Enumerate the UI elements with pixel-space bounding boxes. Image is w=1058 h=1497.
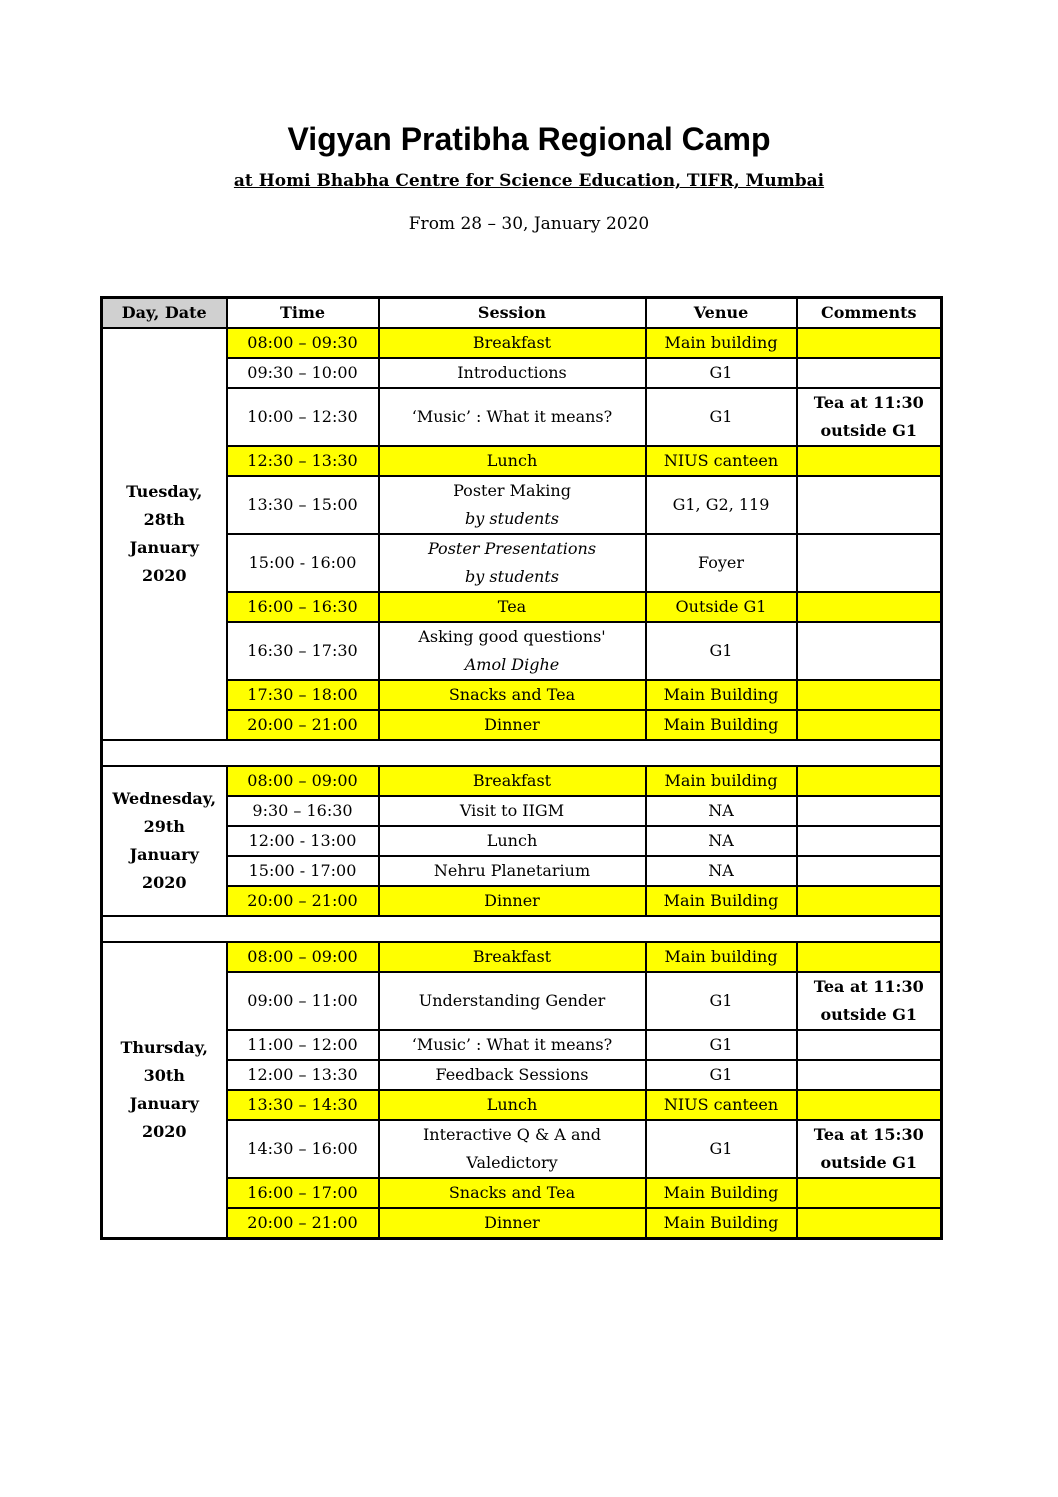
day-date-line: January <box>129 538 199 557</box>
time-cell: 11:00 – 12:00 <box>227 1030 379 1060</box>
time-cell: 20:00 – 21:00 <box>227 886 379 916</box>
day-date-line: January <box>129 1094 199 1113</box>
session-line: Poster Presentations <box>427 539 597 558</box>
table-row <box>102 766 942 796</box>
schedule-table <box>100 296 943 1240</box>
column-header-comments: Comments <box>797 298 942 329</box>
time-cell: 10:00 – 12:30 <box>227 388 379 446</box>
session-cell <box>379 1060 646 1090</box>
time-cell: 12:00 – 13:30 <box>227 1060 379 1090</box>
day-date-line: Thursday, <box>120 1038 208 1057</box>
day-date-line: Tuesday, <box>126 482 203 501</box>
session-cell <box>379 1090 646 1120</box>
venue-cell: G1 <box>646 1030 797 1060</box>
venue-cell: G1 <box>646 388 797 446</box>
day-separator-cell <box>102 916 942 942</box>
venue-cell: Outside G1 <box>646 592 797 622</box>
day-date-line: Wednesday, <box>112 789 217 808</box>
table-row <box>102 358 942 388</box>
venue-cell: Main building <box>646 766 797 796</box>
table-header-row <box>102 298 942 329</box>
session-line: Lunch <box>486 831 538 850</box>
time-cell: 08:00 – 09:00 <box>227 942 379 972</box>
session-cell <box>379 476 646 534</box>
session-line: by students <box>465 509 559 528</box>
time-cell: 9:30 – 16:30 <box>227 796 379 826</box>
column-header-session: Session <box>379 298 646 329</box>
session-cell <box>379 826 646 856</box>
venue-cell: Main Building <box>646 710 797 740</box>
table-row <box>102 388 942 446</box>
day-separator-row <box>102 916 942 942</box>
venue-cell: Main Building <box>646 680 797 710</box>
time-cell: 12:00 - 13:00 <box>227 826 379 856</box>
time-cell: 09:30 – 10:00 <box>227 358 379 388</box>
comment-cell <box>797 1060 942 1090</box>
venue-cell: G1 <box>646 972 797 1030</box>
table-row <box>102 856 942 886</box>
time-cell: 16:30 – 17:30 <box>227 622 379 680</box>
session-cell <box>379 886 646 916</box>
session-line: Tea <box>497 597 527 616</box>
session-line: Snacks and Tea <box>448 685 576 704</box>
venue-cell: NA <box>646 796 797 826</box>
session-line: ‘Music’ : What it means? <box>411 1035 613 1054</box>
comment-cell <box>797 476 942 534</box>
table-row <box>102 826 942 856</box>
session-line: Dinner <box>484 1213 540 1232</box>
comment-cell <box>797 826 942 856</box>
comment-cell <box>797 446 942 476</box>
comment-cell <box>797 766 942 796</box>
time-cell: 15:00 - 16:00 <box>227 534 379 592</box>
session-line: Breakfast <box>472 771 552 790</box>
table-row <box>102 476 942 534</box>
comment-cell <box>797 328 942 358</box>
session-cell <box>379 622 646 680</box>
session-cell <box>379 388 646 446</box>
session-line: Visit to IIGM <box>459 801 565 820</box>
comment-cell <box>797 358 942 388</box>
comment-line: outside G1 <box>820 1005 917 1024</box>
comment-cell <box>797 942 942 972</box>
day-date-line: 2020 <box>141 566 187 585</box>
table-row <box>102 328 942 358</box>
time-cell: 13:30 – 15:00 <box>227 476 379 534</box>
table-row <box>102 1178 942 1208</box>
session-cell <box>379 328 646 358</box>
table-row <box>102 1060 942 1090</box>
table-row <box>102 886 942 916</box>
table-row <box>102 942 942 972</box>
column-header-day-date: Day, Date <box>102 298 227 329</box>
venue-cell: G1 <box>646 622 797 680</box>
schedule-body <box>102 328 942 1239</box>
session-line: Dinner <box>484 715 540 734</box>
venue-cell: NIUS canteen <box>646 1090 797 1120</box>
comment-cell <box>797 972 942 1030</box>
day-date-cell <box>102 942 227 1239</box>
day-date-line: January <box>129 845 199 864</box>
day-date-line: 2020 <box>141 873 187 892</box>
table-row <box>102 622 942 680</box>
comment-line: outside G1 <box>820 421 917 440</box>
table-row <box>102 1120 942 1178</box>
session-line: Breakfast <box>472 947 552 966</box>
table-row <box>102 592 942 622</box>
session-line: Dinner <box>484 891 540 910</box>
time-cell: 16:00 – 17:00 <box>227 1178 379 1208</box>
day-date-line: 30th <box>143 1066 185 1085</box>
column-header-venue: Venue <box>646 298 797 329</box>
session-cell <box>379 534 646 592</box>
comment-line: Tea at 15:30 <box>813 1125 924 1144</box>
day-separator-cell <box>102 740 942 766</box>
table-row <box>102 710 942 740</box>
session-cell <box>379 766 646 796</box>
session-line: Asking good questions' <box>418 627 606 646</box>
session-line: Lunch <box>486 451 538 470</box>
comment-cell <box>797 1208 942 1239</box>
comment-cell <box>797 856 942 886</box>
time-cell: 20:00 – 21:00 <box>227 710 379 740</box>
comment-line: Tea at 11:30 <box>813 393 924 412</box>
session-cell <box>379 710 646 740</box>
comment-cell <box>797 1090 942 1120</box>
comment-cell <box>797 710 942 740</box>
day-date-line: 29th <box>143 817 185 836</box>
time-cell: 09:00 – 11:00 <box>227 972 379 1030</box>
comment-cell <box>797 388 942 446</box>
day-separator-row <box>102 740 942 766</box>
table-row <box>102 680 942 710</box>
session-line: Amol Dighe <box>464 655 560 674</box>
venue-cell: G1 <box>646 1060 797 1090</box>
day-date-line: 28th <box>143 510 185 529</box>
venue-cell: Main building <box>646 328 797 358</box>
venue-cell: G1 <box>646 1120 797 1178</box>
page-title: Vigyan Pratibha Regional Camp <box>287 121 771 157</box>
session-cell <box>379 972 646 1030</box>
time-cell: 20:00 – 21:00 <box>227 1208 379 1239</box>
venue-cell: NA <box>646 856 797 886</box>
time-cell: 16:00 – 16:30 <box>227 592 379 622</box>
page-subtitle: at Homi Bhabha Centre for Science Education, TIFR, Mumbai <box>233 171 825 191</box>
comment-cell <box>797 1030 942 1060</box>
table-row <box>102 1208 942 1239</box>
day-date-cell <box>102 328 227 740</box>
session-cell <box>379 1208 646 1239</box>
time-cell: 08:00 – 09:00 <box>227 766 379 796</box>
session-line: Nehru Planetarium <box>433 861 591 880</box>
session-line: Breakfast <box>472 333 552 352</box>
session-cell <box>379 856 646 886</box>
session-line: Lunch <box>486 1095 538 1114</box>
table-row <box>102 446 942 476</box>
time-cell: 12:30 – 13:30 <box>227 446 379 476</box>
comment-cell <box>797 534 942 592</box>
session-cell <box>379 1030 646 1060</box>
venue-cell: Main Building <box>646 886 797 916</box>
comment-cell <box>797 886 942 916</box>
time-cell: 08:00 – 09:30 <box>227 328 379 358</box>
venue-cell: G1, G2, 119 <box>646 476 797 534</box>
session-cell <box>379 680 646 710</box>
venue-cell: Foyer <box>646 534 797 592</box>
table-row <box>102 1090 942 1120</box>
venue-cell: Main Building <box>646 1208 797 1239</box>
column-header-time: Time <box>227 298 379 329</box>
comment-cell <box>797 622 942 680</box>
session-line: Poster Making <box>453 481 571 500</box>
session-line: Valedictory <box>466 1153 558 1172</box>
session-cell <box>379 446 646 476</box>
session-line: Snacks and Tea <box>448 1183 576 1202</box>
comment-cell <box>797 796 942 826</box>
session-cell <box>379 942 646 972</box>
venue-cell: Main Building <box>646 1178 797 1208</box>
comment-line: Tea at 11:30 <box>813 977 924 996</box>
time-cell: 17:30 – 18:00 <box>227 680 379 710</box>
session-cell <box>379 358 646 388</box>
table-row <box>102 534 942 592</box>
table-row <box>102 1030 942 1060</box>
time-cell: 14:30 – 16:00 <box>227 1120 379 1178</box>
session-cell <box>379 1178 646 1208</box>
comment-cell <box>797 680 942 710</box>
comment-cell <box>797 1120 942 1178</box>
camp-dates: From 28 – 30, January 2020 <box>408 214 650 234</box>
session-line: ‘Music’ : What it means? <box>411 407 613 426</box>
session-line: by students <box>465 567 559 586</box>
venue-cell: NA <box>646 826 797 856</box>
day-date-cell <box>102 766 227 916</box>
session-cell <box>379 796 646 826</box>
comment-cell <box>797 592 942 622</box>
session-cell <box>379 592 646 622</box>
time-cell: 15:00 - 17:00 <box>227 856 379 886</box>
day-date-line: 2020 <box>141 1122 187 1141</box>
session-line: Introductions <box>457 363 567 382</box>
venue-cell: NIUS canteen <box>646 446 797 476</box>
session-cell <box>379 1120 646 1178</box>
venue-cell: G1 <box>646 358 797 388</box>
table-row <box>102 796 942 826</box>
session-line: Interactive Q & A and <box>422 1125 602 1144</box>
session-line: Understanding Gender <box>418 991 606 1010</box>
comment-line: outside G1 <box>820 1153 917 1172</box>
venue-cell: Main building <box>646 942 797 972</box>
comment-cell <box>797 1178 942 1208</box>
table-row <box>102 972 942 1030</box>
time-cell: 13:30 – 14:30 <box>227 1090 379 1120</box>
session-line: Feedback Sessions <box>435 1065 589 1084</box>
